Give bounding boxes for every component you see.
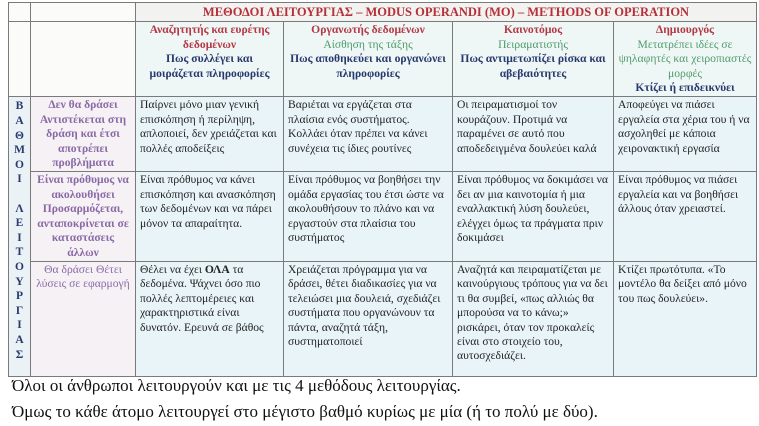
footer-line-2: Όμως το κάθε άτομο λειτουργεί στο μέγιστο βαθμό κυρίως με μία (ή το πολύ με δύο). bbox=[12, 402, 598, 421]
vertical-letter: Μ bbox=[14, 144, 25, 157]
table-cell: Αναζητά και πειραματίζεται με καινούργιους τρόπους για να δει τι θα συμβεί, «πως αλλιώς θα μπορούσα να το κάνω;» ρισκάρει, όταν τον προκαλείς είναι στο στοιχείο του, αυτοσχεδιάζει. bbox=[453, 261, 614, 376]
column-how: Πως αποθηκεύει και οργανώνει πληροφορίες bbox=[290, 52, 446, 80]
vertical-letter bbox=[13, 187, 26, 202]
footer-line-1: Όλοι οι άνθρωποι λειτουργούν και με τις 4 μεθόδους λειτουργίας. bbox=[12, 376, 461, 395]
table-cell: Είναι πρόθυμος να δοκιμάσει να δει αν μια καινοτομία ή μια εναλλακτική λύση δουλεύει, ελέγχει όμως τα πράγματα πριν δοκιμάσει bbox=[453, 172, 614, 261]
cell-text: τα δεδομένα. Ψάχνει όσο πιο πολλές λεπτομέρειες και χαρακτηριστικά είναι δυνατόν. Ερευνά σε βάθος bbox=[140, 262, 264, 334]
vertical-letter: Β bbox=[15, 100, 24, 113]
column-name: Καινοτόμος bbox=[503, 23, 563, 37]
vertical-letter: Ι bbox=[17, 231, 22, 244]
vertical-letter: Θ bbox=[15, 129, 24, 142]
corner-cell bbox=[9, 22, 31, 97]
column-sub: Μετατρέπει ιδέες σε ψηλαφητές και χειροπιαστές μορφές bbox=[618, 37, 752, 80]
row-header: Είναι πρόθυμος να ακολουθήσει Προσαρμόζεται, ανταποκρίνεται σε καταστάσεις άλλων bbox=[31, 172, 136, 261]
table-cell: Χρειάζεται πρόγραμμα για να δράσει, θέτει διαδικασίες για να τελειώσει μια δουλειά, σχεδιάζει συστήματα που οργανώνουν τα πάντα, αναζητά τάξη, συστηματοποιεί bbox=[284, 261, 453, 376]
table-cell bbox=[136, 261, 284, 376]
vertical-letter: Ο bbox=[15, 158, 24, 171]
table-cell: Οι πειραματισμοί τον κουράζουν. Προτιμά να παραμένει σε αυτό που αποδεδειγμένα δουλεύει καλά bbox=[453, 97, 614, 172]
methods-table bbox=[8, 2, 757, 377]
table-cell: Βαριέται να εργάζεται στα πλαίσια ενός συστήματος. Κολλάει όταν πρέπει να κάνει συνέχεια τις ίδιες ρουτίνες bbox=[284, 97, 453, 172]
table-cell: Είναι πρόθυμος να πιάσει εργαλεία και να βοηθήσει άλλους όταν χρειαστεί. bbox=[614, 172, 757, 261]
vertical-label bbox=[9, 97, 31, 376]
vertical-letter: Α bbox=[15, 115, 24, 128]
column-header-innovator bbox=[453, 22, 614, 97]
table-cell: Είναι πρόθυμος να βοηθήσει την ομάδα εργασίας του έτσι ώστε να ακολουθήσουν το πλάνο και να εργαστούν στα πλαίσια του συστήματος bbox=[284, 172, 453, 261]
row-header: Δεν θα δράσει Αντιστέκεται στη δράση και έτσι αποτρέπει προβλήματα bbox=[31, 97, 136, 172]
vertical-letter: Ι bbox=[17, 173, 22, 186]
column-header-creator bbox=[614, 22, 757, 97]
table-cell: Παίρνει μόνο μιαν γενική επισκόπηση ή περίληψη, απλοποιεί, δεν χρειάζεται και πολλές αποδείξεις bbox=[136, 97, 284, 172]
table-title: ΜΕΘΟΔΟΙ ΛΕΙΤΟΥΡΓΙΑΣ – MODUS OPERANDI (MO) – METHODS OF OPERATION bbox=[136, 3, 757, 22]
column-sub: Αίσθηση της τάξης bbox=[323, 37, 413, 51]
vertical-letter: Ι bbox=[17, 319, 22, 332]
table-cell: Είναι πρόθυμος να κάνει επισκόπηση και ανασκόπηση των δεδομένων και να πάρει μόνον τα απαραίτητα. bbox=[136, 172, 284, 261]
column-header-seeker bbox=[136, 22, 284, 97]
vertical-letter: Σ bbox=[15, 348, 24, 361]
cell-text: Θέλει να έχει bbox=[140, 262, 205, 276]
column-sub: Πειραματιστής bbox=[498, 37, 568, 51]
vertical-letter: Λ bbox=[15, 202, 24, 215]
corner-cell bbox=[9, 3, 31, 22]
corner-cell bbox=[31, 22, 136, 97]
vertical-letter: Υ bbox=[15, 275, 24, 288]
vertical-letter: Α bbox=[15, 333, 24, 346]
column-name: Αναζητητής και ευρέτης δεδομένων bbox=[149, 23, 270, 51]
vertical-letter: Ο bbox=[15, 260, 24, 273]
column-name: Οργανωτής δεδομένων bbox=[311, 23, 425, 37]
column-name: Δημιουργός bbox=[655, 23, 715, 37]
column-how: Πως συλλέγει και μοιράζεται πληροφορίες bbox=[149, 52, 270, 80]
column-how: Κτίζει ή επιδεικνύει bbox=[635, 81, 735, 95]
table-cell: Κτίζει πρωτότυπα. «Το μοντέλο θα δείξει από μόνο του πως δουλεύει». bbox=[614, 261, 757, 376]
table-cell: Αποφεύγει να πιάσει εργαλεία στα χέρια του ή να ασχοληθεί με κάποια χειρονακτική εργασία bbox=[614, 97, 757, 172]
row-header: Θα δράσει Θέτει λύσεις σε εφαρμογή bbox=[31, 261, 136, 376]
cell-text-bold: ΟΛΑ bbox=[204, 262, 230, 276]
corner-cell bbox=[31, 3, 136, 22]
vertical-letter: Ε bbox=[15, 217, 24, 230]
vertical-letter: Γ bbox=[15, 304, 24, 317]
column-how: Πως αντιμετωπίζει ρίσκα και αβεβαιότητες bbox=[460, 52, 606, 80]
vertical-letter: Τ bbox=[15, 246, 24, 259]
vertical-letter: Ρ bbox=[15, 290, 24, 303]
column-header-organizer bbox=[284, 22, 453, 97]
